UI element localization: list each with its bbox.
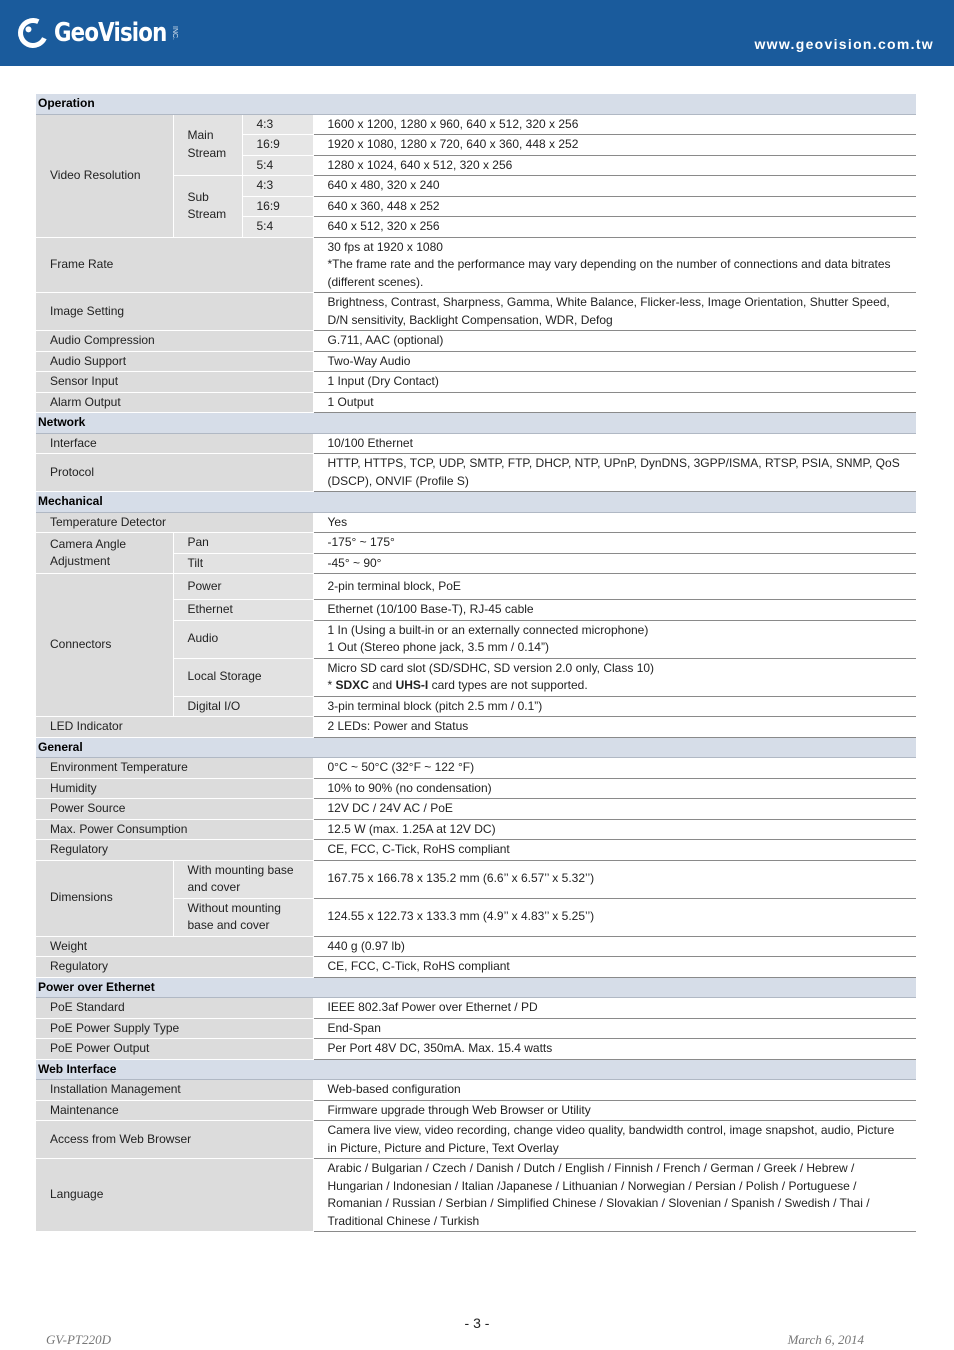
spec-sublabel: Sub Stream [173,176,242,238]
storage-value: Micro SD card slot (SD/SDHC, SD version 2.0 only, Class 10) [327,660,655,675]
spec-value: 10% to 90% (no condensation) [313,778,916,799]
section-header-poe: Power over Ethernet [36,977,916,998]
specification-table [36,94,916,1232]
website-url[interactable]: www.geovision.com.tw [754,36,934,52]
spec-label: Frame Rate [36,237,313,293]
spec-label: PoE Standard [36,998,313,1019]
frame-rate-value: 30 fps at 1920 x 1080 [327,239,443,254]
table-row [36,533,916,554]
section-header-operation: Operation [36,94,916,114]
spec-label: Audio Compression [36,331,313,352]
table-row [36,860,916,898]
spec-value: Arabic / Bulgarian / Czech / Danish / Dutch / English / Finnish / French / German / Greek / Hebrew / Hungarian / Indonesian / Italian /Japanese / Lithuanian / Norwegian / Persian / Polish / Portuguese / Romanian / Russian / Serbian / Simplified Chinese / Slovakian / Slovenian / Spanish / Swedish / Thai / Traditional Chinese / Turkish [313,1159,916,1232]
spec-value: 1 Input (Dry Contact) [313,372,916,393]
note-and: and [368,678,396,692]
section-header-network: Network [36,413,916,434]
table-row [36,372,916,393]
spec-value: 10/100 Ethernet [313,433,916,454]
table-row [36,819,916,840]
spec-value: 640 x 480, 320 x 240 [313,176,916,197]
spec-label: Regulatory [36,957,313,978]
note-sdxc: SDXC [335,678,369,692]
spec-label: LED Indicator [36,717,313,738]
spec-value: 640 x 512, 320 x 256 [313,217,916,238]
page-header [0,0,954,66]
section-header-general: General [36,737,916,758]
table-row [36,114,916,135]
spec-value: 2 LEDs: Power and Status [313,717,916,738]
spec-label: Weight [36,936,313,957]
spec-label: Regulatory [36,840,313,861]
table-row [36,512,916,533]
spec-value: -45° ~ 90° [313,553,916,574]
spec-label: Temperature Detector [36,512,313,533]
note-prefix: * [327,678,336,692]
spec-label: Alarm Output [36,392,313,413]
spec-value: 440 g (0.97 lb) [313,936,916,957]
spec-sublabel: Digital I/O [173,696,313,717]
brand-suffix: INC. [171,26,179,40]
spec-value: 1 Output [313,392,916,413]
spec-value: 3-pin terminal block (pitch 2.5 mm / 0.1”) [313,696,916,717]
spec-value: Brightness, Contrast, Sharpness, Gamma, White Balance, Flicker-less, Image Orientation, Shutter Speed, D/N sensitivity, Backlight Compensation, WDR, Defog [313,293,916,331]
spec-label: Video Resolution [36,114,173,237]
frame-rate-note: *The frame rate and the performance may vary depending on the number of connections and data bitrates (different scenes). [327,257,891,289]
spec-label: Interface [36,433,313,454]
table-row [36,717,916,738]
spec-value: -175° ~ 175° [313,533,916,554]
spec-value: 1600 x 1200, 1280 x 960, 640 x 512, 320 x 256 [313,114,916,135]
logo-mark-icon [14,14,52,52]
spec-label: Sensor Input [36,372,313,393]
spec-sublabel: Main Stream [173,114,242,176]
table-row [36,1018,916,1039]
spec-sublabel: With mounting base and cover [173,860,313,898]
spec-label: Max. Power Consumption [36,819,313,840]
table-row [36,293,916,331]
table-row [36,758,916,779]
spec-value: 2-pin terminal block, PoE [313,574,916,600]
table-row [36,351,916,372]
spec-value: HTTP, HTTPS, TCP, UDP, SMTP, FTP, DHCP, NTP, UPnP, DynDNS, 3GPP/ISMA, RTSP, PSIA, SNMP, QoS (DSCP), ONVIF (Profile S) [313,454,916,492]
spec-label: Image Setting [36,293,313,331]
spec-value: Web-based configuration [313,1080,916,1101]
section-header-web-interface: Web Interface [36,1059,916,1080]
document-date: March 6, 2014 [787,1332,864,1347]
spec-sublabel: Without mounting base and cover [173,898,313,936]
aspect-ratio: 5:4 [242,217,313,238]
spec-value: IEEE 802.3af Power over Ethernet / PD [313,998,916,1019]
spec-value: 0°C ~ 50°C (32°F ~ 122 °F) [313,758,916,779]
spec-value: 124.55 x 122.73 x 133.3 mm (4.9’’ x 4.83’’ x 5.25’’) [313,898,916,936]
spec-sublabel: Tilt [173,553,313,574]
storage-note [328,677,903,695]
brand-name: GeoVision [54,18,167,48]
aspect-ratio: 16:9 [242,135,313,156]
table-row [36,936,916,957]
spec-label: Camera Angle Adjustment [36,533,173,574]
table-row [36,237,916,293]
spec-value: 1280 x 1024, 640 x 512, 320 x 256 [313,155,916,176]
section-header-mechanical: Mechanical [36,492,916,513]
audio-in-value: 1 In (Using a built-in or an externally connected microphone) [327,622,649,637]
spec-label: Protocol [36,454,313,492]
spec-value [313,658,916,696]
spec-value [313,237,916,293]
table-row [36,1100,916,1121]
spec-value: Firmware upgrade through Web Browser or Utility [313,1100,916,1121]
spec-label: Installation Management [36,1080,313,1101]
spec-sublabel: Audio [173,620,313,658]
spec-value: 640 x 360, 448 x 252 [313,196,916,217]
spec-label: Power Source [36,799,313,820]
table-row [36,1080,916,1101]
spec-label: Maintenance [36,1100,313,1121]
spec-value: Yes [313,512,916,533]
table-row [36,392,916,413]
spec-sublabel: Pan [173,533,313,554]
model-name: GV-PT220D [46,1332,111,1347]
spec-sublabel: Local Storage [173,658,313,696]
spec-value: Per Port 48V DC, 350mA. Max. 15.4 watts [313,1039,916,1060]
spec-label: Connectors [36,574,173,717]
spec-value: G.711, AAC (optional) [313,331,916,352]
table-row [36,840,916,861]
aspect-ratio: 16:9 [242,196,313,217]
spec-value: 12V DC / 24V AC / PoE [313,799,916,820]
spec-label: PoE Power Supply Type [36,1018,313,1039]
spec-value: CE, FCC, C-Tick, RoHS compliant [313,840,916,861]
spec-label: Environment Temperature [36,758,313,779]
spec-sublabel: Ethernet [173,600,313,621]
spec-value: Ethernet (10/100 Base-T), RJ-45 cable [313,600,916,621]
table-row [36,574,916,600]
table-row [36,957,916,978]
spec-sublabel: Power [173,574,313,600]
table-row [36,454,916,492]
aspect-ratio: 4:3 [242,176,313,197]
page-number: - 3 - [464,1315,490,1331]
aspect-ratio: 4:3 [242,114,313,135]
table-row [36,998,916,1019]
spec-label: Audio Support [36,351,313,372]
table-row [36,433,916,454]
aspect-ratio: 5:4 [242,155,313,176]
spec-value [313,620,916,658]
table-row [36,778,916,799]
spec-label: PoE Power Output [36,1039,313,1060]
spec-label: Dimensions [36,860,173,936]
table-row [36,1159,916,1232]
note-suffix: card types are not supported. [428,678,588,692]
audio-out-value: 1 Out (Stereo phone jack, 3.5 mm / 0.14”) [327,640,549,654]
spec-label: Language [36,1159,313,1232]
spec-value: Two-Way Audio [313,351,916,372]
table-row [36,331,916,352]
spec-value: Camera live view, video recording, change video quality, bandwidth control, image snapshot, audio, Picture in Picture, Picture and Picture, Text Overlay [313,1121,916,1159]
spec-label: Access from Web Browser [36,1121,313,1159]
table-row [36,799,916,820]
table-row [36,1039,916,1060]
spec-label: Humidity [36,778,313,799]
spec-value: CE, FCC, C-Tick, RoHS compliant [313,957,916,978]
spec-value: 167.75 x 166.78 x 135.2 mm (6.6’’ x 6.57’’ x 5.32’’) [313,860,916,898]
spec-value: 1920 x 1080, 1280 x 720, 640 x 360, 448 x 252 [313,135,916,156]
note-uhs: UHS-I [395,678,429,692]
spec-value: 12.5 W (max. 1.25A at 12V DC) [313,819,916,840]
geovision-logo [18,10,178,56]
table-row [36,1121,916,1159]
spec-value: End-Span [313,1018,916,1039]
